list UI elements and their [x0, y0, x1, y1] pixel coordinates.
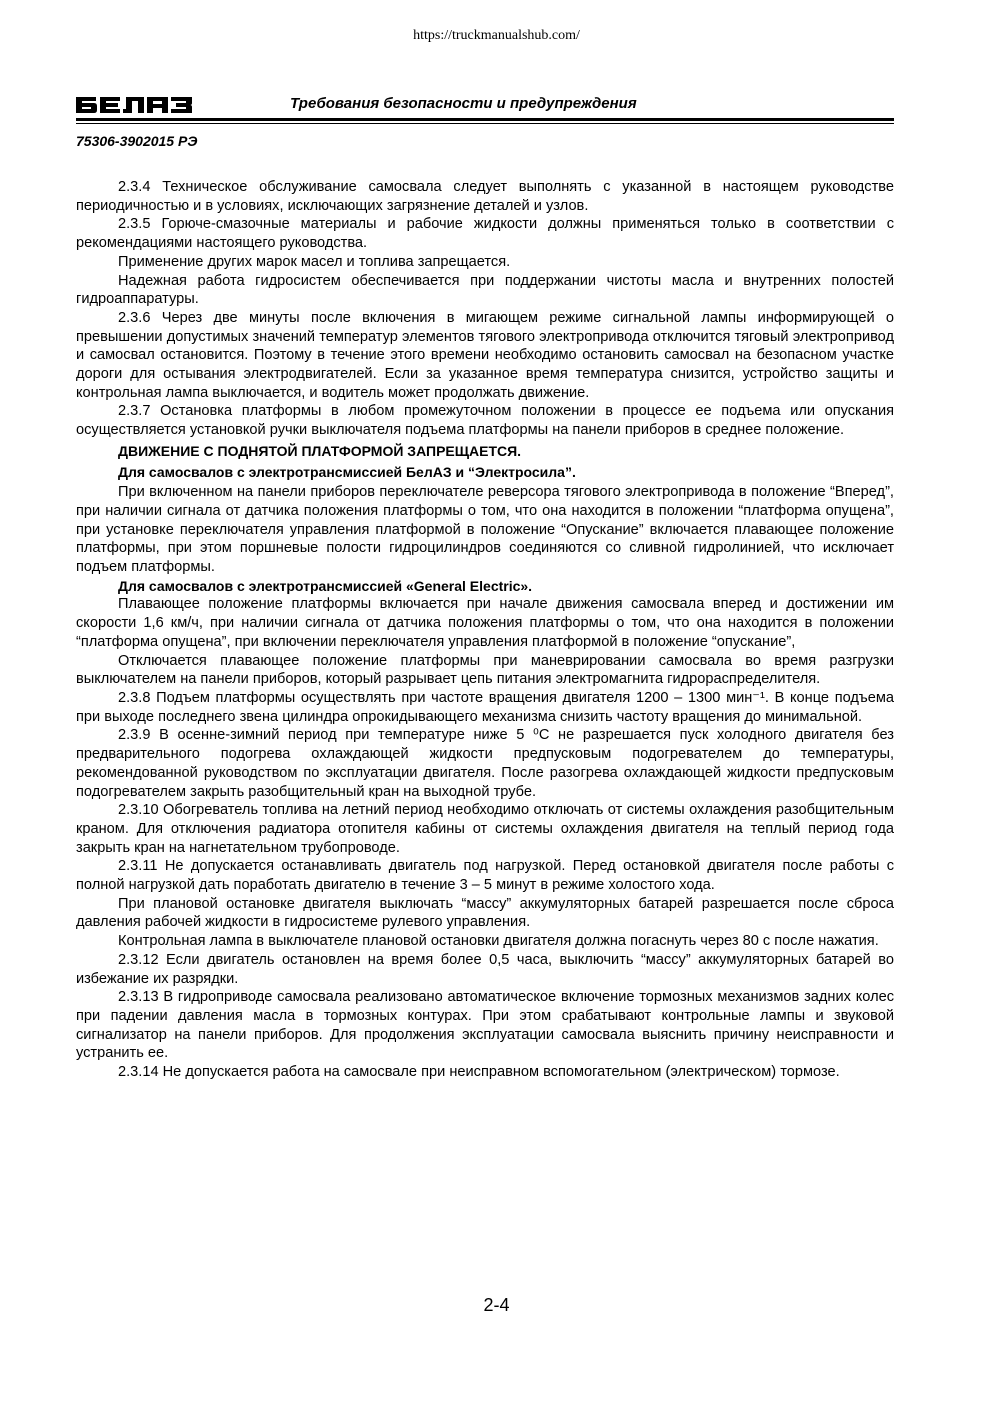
paragraph: 2.3.11 Не допускается останавливать двигатель под нагрузкой. Перед остановкой двигателя после работы с полной нагрузкой дать поработать двигателю в течение 3 – 5 минут в режиме холостого хода.	[76, 858, 894, 894]
paragraph: При включенном на панели приборов переключателе реверсора тягового электропривода в положение “Вперед”, при наличии сигнала от датчика положения платформы о том, что она находится в положении “платформа опущена”, при установке переключателя управления платформой в положение “Опускание” включается плавающее положение платформы, при этом поршневые полости гидроцилиндров соединяются со сливной гидролинией, что исключает подъем платформы.	[76, 484, 894, 576]
paragraph: При плановой остановке двигателя выключать “массу” аккумуляторных батарей разрешается после сброса давления рабочей жидкости в гидросистеме рулевого управления.	[76, 895, 894, 931]
section-heading: Для самосвалов с электротрансмиссией «General Electric».	[118, 577, 533, 594]
paragraph: Контрольная лампа в выключателе плановой остановки двигателя должна погаснуть через 80 с после нажатия.	[118, 933, 879, 950]
paragraph: 2.3.9 В осенне-зимний период при температуре ниже 5 ⁰С не разрешается пуск холодного двигателя без предварительного подогрева охлаждающей жидкости предпусковым подогревателем до температуры, рекомендованной руководством по эксплуатации двигателя. После разогрева охлаждающей жидкости предпусковым подогревателем закрыть разобщительный кран на выходной трубе.	[76, 727, 894, 800]
paragraph: 2.3.6 Через две минуты после включения в мигающем режиме сигнальной лампы информирующей о превышении допустимых значений температур элементов тягового электропривода отключится тяговый электропривод и самосвал остановится. Поэтому в течение этого времени необходимо остановить самосвал на безопасном участке дороги для остывания электродвигателей. Если за указанное время температура снизится, устройство защиты и контрольная лампа выключается, и водитель может продолжать движение.	[76, 309, 894, 401]
document-code: 75306-3902015 РЭ	[76, 133, 198, 149]
document-body	[76, 178, 894, 1082]
paragraph: 2.3.10 Обогреватель топлива на летний период необходимо отключать от системы охлаждения разобщительным краном. Для отключения радиатора отопителя кабины от системы охлаждения двигателя на теплый период года закрыть кран на нагнетательном трубопроводе.	[76, 802, 894, 856]
header-rule-thin	[76, 123, 894, 124]
paragraph: 2.3.7 Остановка платформы в любом промежуточном положении в процессе ее подъема или опускания осуществляется установкой ручки выключателя подъема платформы на панели приборов в среднее положение.	[76, 403, 894, 439]
paragraph: 2.3.8 Подъем платформы осуществлять при частоте вращения двигателя 1200 – 1300 мин⁻¹. В конце подъема при выходе последнего звена цилиндра опрокидывающего механизма снизить частоту вращения до минимальной.	[76, 689, 894, 725]
paragraph: Плавающее положение платформы включается при начале движения самосвала вперед и достижении им скорости 1,6 км/ч, при наличии сигнала от датчика положения платформы о том, что она находится в положении “платформа опущена”, при включении переключателя управления платформой в положение “опускание”,	[76, 596, 894, 650]
belaz-logo	[76, 97, 192, 113]
warning-heading: ДВИЖЕНИЕ С ПОДНЯТОЙ ПЛАТФОРМОЙ ЗАПРЕЩАЕТСЯ.	[118, 442, 522, 459]
paragraph: 2.3.14 Не допускается работа на самосвале при неисправном вспомогательном (электрическом) тормозе.	[118, 1064, 840, 1081]
paragraph: 2.3.4 Техническое обслуживание самосвала следует выполнять с указанной в настоящем руководстве периодичностью и в условиях, исключающих загрязнение деталей и узлов.	[76, 179, 894, 214]
paragraph: 2.3.13 В гидроприводе самосвала реализовано автоматическое включение тормозных механизмов задних колес при падении давления масла в тормозных контурах. При этом срабатывают контрольные лампы и звуковой сигнализатор на панели приборов. Для продолжения эксплуатации самосвала выяснить причину неисправности и устранить ее.	[76, 989, 894, 1062]
logo-text	[192, 97, 193, 98]
paragraph: Надежная работа гидросистем обеспечивается при поддержании чистоты масла и внутренних полостей гидроаппаратуры.	[76, 272, 894, 308]
paragraph: Применение других марок масел и топлива запрещается.	[118, 253, 511, 270]
header-rule-thick	[76, 118, 894, 121]
paragraph: 2.3.5 Горюче-смазочные материалы и рабочие жидкости должны применяться только в соответствии с рекомендациями настоящего руководства.	[76, 216, 894, 252]
source-url[interactable]: https://truckmanualshub.com/	[413, 28, 580, 43]
header-title: Требования безопасности и предупреждения	[290, 95, 637, 112]
page-number: 2-4	[483, 1295, 510, 1315]
section-heading: Для самосвалов с электротрансмиссией БелАЗ и “Электросила”.	[118, 463, 576, 480]
paragraph: Отключается плавающее положение платформы при маневрировании самосвала во время разгрузки выключателем на панели приборов, который разрывает цепь питания электромагнита гидрораспределителя.	[76, 652, 894, 688]
paragraph: 2.3.12 Если двигатель остановлен на время более 0,5 часа, выключить “массу” аккумуляторных батарей во избежание их разрядки.	[76, 951, 894, 987]
